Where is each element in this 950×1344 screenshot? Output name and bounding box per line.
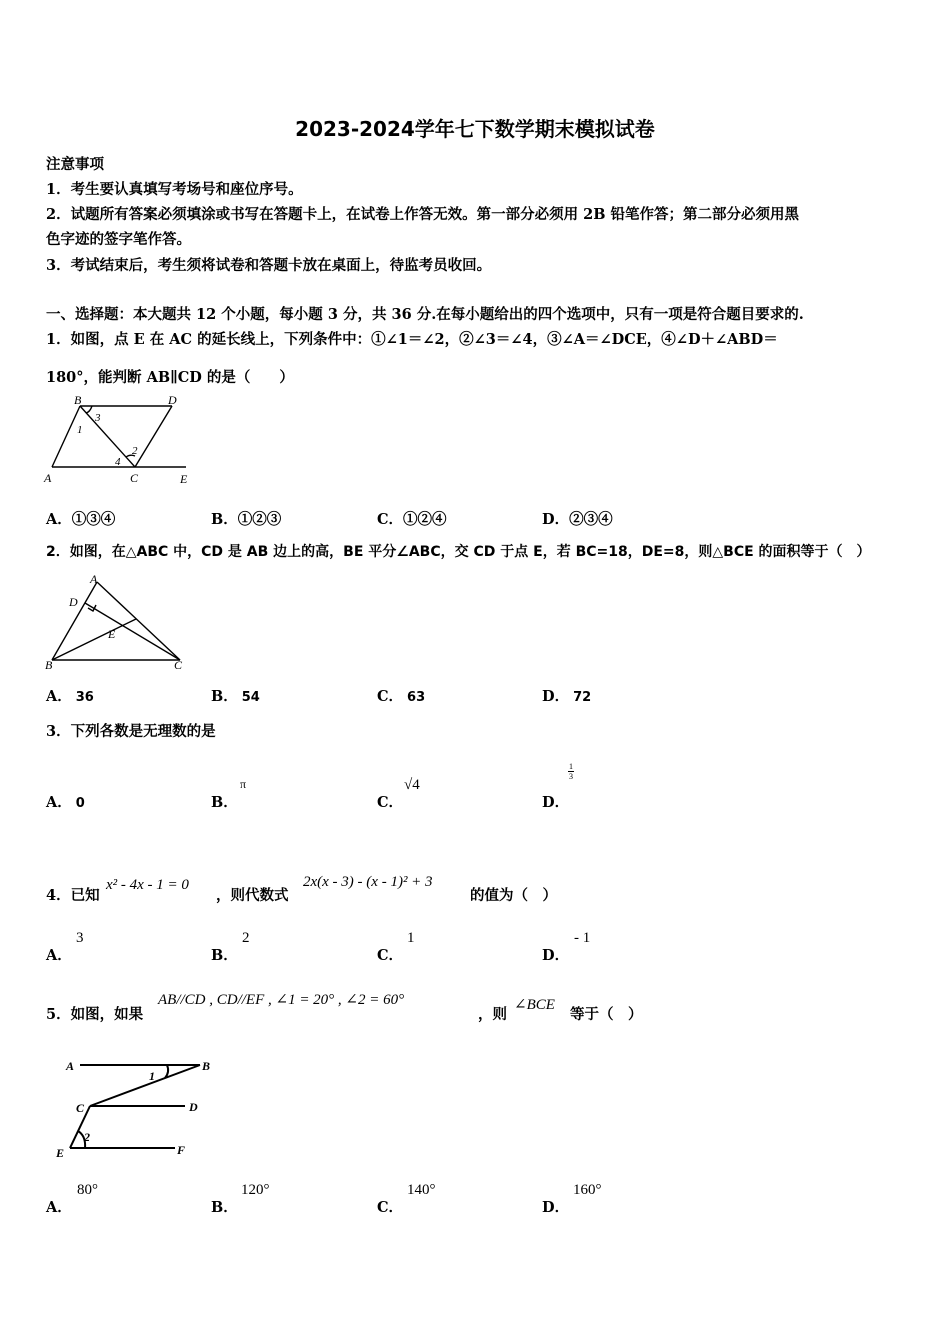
q5-label-E: E [56, 1146, 65, 1160]
q5-mid: ，则 [478, 1006, 507, 1023]
notice-item-2-cont: 色字迹的签字笔作答。 [46, 231, 191, 248]
q5-condition: AB//CD , CD//EF , ∠1 = 20° , ∠2 = 60° [158, 992, 405, 1008]
q1-option-b[interactable]: B．①②③ [211, 511, 282, 528]
q2-label-D: D [69, 595, 78, 609]
q2-label-C: C [174, 658, 183, 672]
q5-suffix: 等于（ ） [570, 1006, 643, 1023]
q2-option-a[interactable]: A． 36 [46, 688, 94, 705]
q2-label-B: B [45, 658, 53, 672]
q5-option-b-value: 120° [241, 1182, 270, 1198]
q3-option-d[interactable]: D． [542, 794, 570, 811]
q1-angle-4: 4 [115, 456, 121, 468]
q1-label-A: A [44, 471, 52, 485]
q1-label-C: C [130, 471, 139, 485]
q1-angle-1: 1 [77, 424, 83, 436]
q2-label-E: E [108, 627, 116, 641]
q2-figure [40, 568, 200, 676]
q4-option-c-value: 1 [407, 930, 415, 946]
q5-label-D: D [189, 1100, 198, 1114]
section-heading: 一、选择题：本大题共 12 个小题，每小题 3 分，共 36 分.在每小题给出的四个选项中，只有一项是符合题目要求的. [46, 306, 804, 323]
q5-label-B: B [202, 1059, 211, 1073]
notice-heading: 注意事项 [46, 156, 104, 173]
q2-option-c[interactable]: C． 63 [377, 688, 426, 705]
q2-option-d[interactable]: D． 72 [542, 688, 592, 705]
notice-item-1: 1．考生要认真填写考场号和座位序号。 [46, 181, 303, 198]
q5-option-c-value: 140° [407, 1182, 436, 1198]
q4-expression: 2x(x - 3) - (x - 1)² + 3 [303, 874, 433, 890]
q5-option-b[interactable]: B． [211, 1199, 238, 1216]
q5-prefix: 5．如图，如果 [46, 1006, 144, 1023]
q2-text: 2．如图，在△ABC 中，CD 是 AB 边上的高，BE 平分∠ABC，交 CD 于点 E，若 BC=18，DE=8，则△BCE 的面积等于（ ） [46, 544, 871, 560]
q4-option-a-value: 3 [76, 930, 84, 946]
q4-suffix: 的值为（ ） [470, 887, 557, 904]
q2-option-b[interactable]: B． 54 [211, 688, 260, 705]
notice-item-2: 2．试题所有答案必须填涂或书写在答题卡上，在试卷上作答无效。第一部分必须用 2B 铅笔作答；第二部分必须用黑 [46, 206, 800, 223]
q5-option-a-value: 80° [77, 1182, 98, 1198]
q4-option-d-value: - 1 [574, 930, 591, 946]
q1-text-cont: 180°，能判断 AB∥CD 的是（ ） [46, 369, 294, 386]
q3-option-b-value: π [240, 777, 247, 791]
q1-label-E: E [180, 472, 188, 486]
q1-text: 1．如图，点 E 在 AC 的延长线上，下列条件中：①∠1＝∠2，②∠3＝∠4，③∠A＝∠DCE，④∠D＋∠ABD＝ [46, 331, 778, 348]
q1-figure [40, 390, 200, 490]
q1-option-d[interactable]: D．②③④ [542, 511, 613, 528]
q2-label-A: A [90, 572, 98, 586]
q3-option-d-fraction [568, 762, 574, 781]
q1-angle-2: 2 [132, 445, 138, 457]
fraction-numerator: 1 [569, 762, 573, 771]
page-title: 2023-2024学年七下数学期末模拟试卷 [295, 117, 655, 141]
q3-option-c-value: √4 [404, 777, 420, 793]
q1-option-a[interactable]: A．①③④ [46, 511, 116, 528]
q5-option-d[interactable]: D． [542, 1199, 570, 1216]
fraction-denominator: 3 [569, 772, 573, 781]
q5-label-A: A [66, 1059, 75, 1073]
q1-label-D: D [168, 393, 177, 407]
q3-option-a[interactable]: A． 0 [46, 794, 85, 811]
q4-option-b-value: 2 [242, 930, 250, 946]
q4-option-a[interactable]: A． [46, 947, 72, 964]
q5-angle-1: 1 [149, 1069, 155, 1083]
q4-option-b[interactable]: B． [211, 947, 238, 964]
q5-label-C: C [76, 1101, 85, 1115]
q5-option-c[interactable]: C． [377, 1199, 404, 1216]
q1-label-B: B [74, 393, 82, 407]
q4-equation: x² - 4x - 1 = 0 [106, 877, 189, 893]
q4-mid: ，则代数式 [216, 887, 289, 904]
notice-item-3: 3．考试结束后，考生须将试卷和答题卡放在桌面上，待监考员收回。 [46, 257, 492, 274]
q5-angle-2: 2 [84, 1130, 90, 1144]
q5-option-d-value: 160° [573, 1182, 602, 1198]
q5-figure [50, 1050, 230, 1165]
q1-option-c[interactable]: C．①②④ [377, 511, 447, 528]
q5-angle: ∠BCE [514, 997, 555, 1013]
q4-prefix: 4．已知 [46, 887, 100, 904]
q5-option-a[interactable]: A． [46, 1199, 72, 1216]
q4-option-c[interactable]: C． [377, 947, 404, 964]
q3-option-b[interactable]: B． [211, 794, 238, 811]
q4-option-d[interactable]: D． [542, 947, 570, 964]
q3-option-c[interactable]: C． [377, 794, 404, 811]
q3-text: 3．下列各数是无理数的是 [46, 723, 216, 740]
q1-angle-3: 3 [95, 412, 101, 424]
q5-label-F: F [177, 1143, 186, 1157]
